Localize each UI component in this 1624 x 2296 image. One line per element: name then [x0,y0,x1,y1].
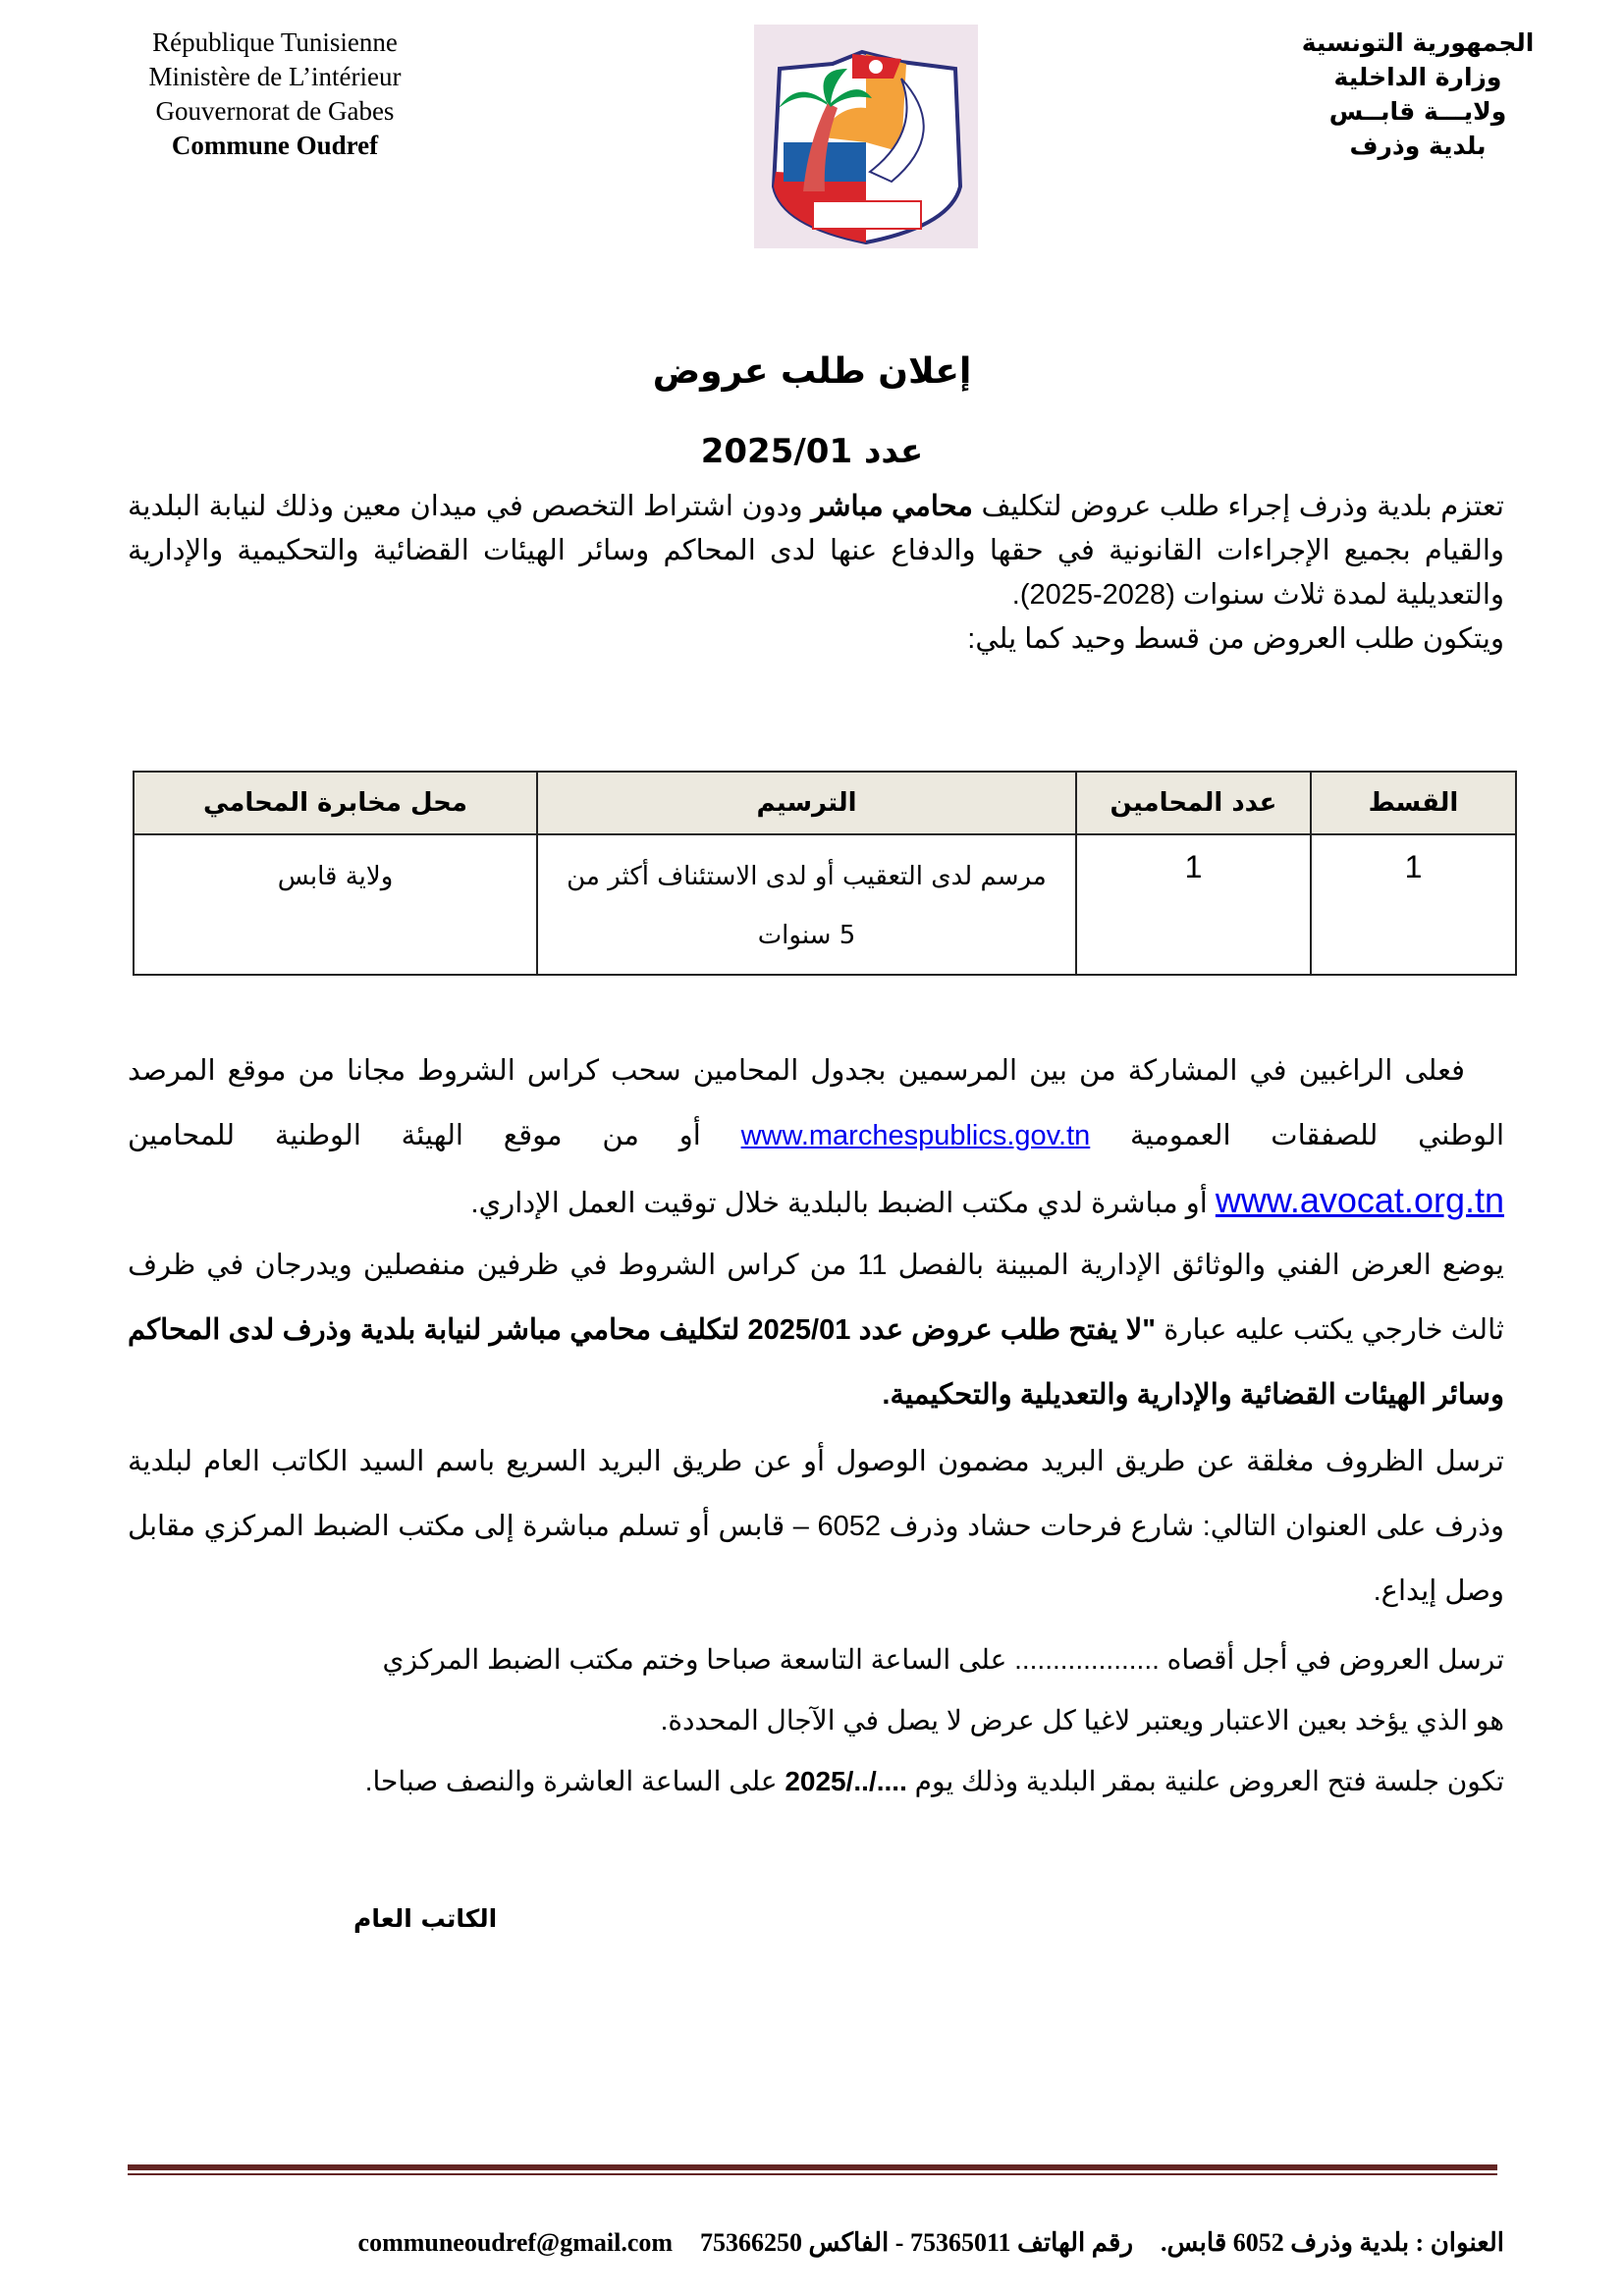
signature-title: الكاتب العام [353,1904,498,1933]
envelopes-text: يوضع العرض الفني والوثائق الإدارية المبينة بالفصل 11 من كراس الشروط في ظرفين منفصلين ويدرجان في ظرف ثالث خارجي يكتب عليه عبارة [128,1250,1504,1346]
deadline-line2: هو الذي يؤخد بعين الاعتبار ويعتبر لاغيا كل عرض لا يصل في الآجال المحددة. [660,1705,1504,1735]
envelopes-bold: "لا يفتح طلب عروض عدد 2025/01 لتكليف محامي مباشر لنيابة بلدية وذرف لدى المحاكم وسائر الهيئات القضائية والإدارية والتعديلية والتحكيمية. [128,1314,1504,1411]
header-arabic [1290,26,1545,163]
col-header-address: محل مخابرة المحامي [134,772,537,834]
document-title: إعلان طلب عروض [652,351,972,392]
intro-bold: محامي مباشر [811,491,973,522]
intro-paragraph [128,485,1504,662]
header-ar-line3: ولايـــة قابــس [1328,97,1507,126]
footer-phone: رقم الهاتف 75365011 - الفاكس 75366250 [700,2228,1134,2257]
deadline-line1: ترسل العروض في أجل أقصاه ................... على الساعة التاسعة صباحا وختم مكتب الضبط المركزي [382,1644,1504,1675]
footer-rule [128,2164,1497,2170]
header-ar-line2: وزارة الداخلية [1333,63,1502,91]
header-french [108,26,442,163]
logo-flag-crescent [869,60,883,74]
header-fr-line3: Gouvernorat de Gabes [155,96,395,126]
deadline-line3-text2: على الساعة العاشرة والنصف صباحا. [364,1766,785,1796]
cell-lot: 1 [1311,834,1516,975]
cell-registration: مرسم لدى التعقيب أو لدى الاستئناف أكثر من 5 سنوات [537,834,1076,975]
download-text-2: أو من موقع الهيئة الوطنية للمحامين [128,1120,741,1151]
deadline-paragraph [128,1629,1504,1812]
cell-address: ولاية قابس [134,834,537,975]
table-header-row [134,772,1516,834]
marchespublics-link[interactable]: www.marchespublics.gov.tn [740,1120,1091,1151]
footer-rule-thin [128,2173,1497,2175]
col-header-lawyers-count: عدد المحامين [1076,772,1311,834]
deadline-line3 [128,1751,1504,1812]
header-ar-line4: بلدية وذرف [1349,132,1487,160]
avocat-link[interactable]: www.avocat.org.tn [1215,1180,1504,1220]
footer-address: العنوان : بلدية وذرف 6052 قابس. [1161,2228,1504,2257]
deadline-line3-text1: تكون جلسة فتح العروض علنية بمقر البلدية وذلك يوم [906,1766,1504,1796]
header-fr-line1: République Tunisienne [152,27,398,57]
sending-paragraph: ترسل الظروف مغلقة عن طريق البريد مضمون الوصول أو عن طريق البريد السريع باسم السيد الكاتب العام لبلدية وذرف على العنوان التالي: شارع فرحات حشاد وذرف 6052 – قابس أو تسلم مباشرة إلى مكتب الضبط المركزي مقابل وصل إيداع. [128,1446,1505,1607]
tender-number: عدد 2025/01 [700,432,924,471]
download-paragraph [128,1039,1504,1236]
logo-banner [813,201,921,229]
download-text-1: فعلى الراغبين في المشاركة من بين المرسمين بجدول المحامين سحب كراس الشروط مجانا من موقع المرصد الوطني للصفقات العمومية [128,1055,1505,1151]
intro-text-2: ودون اشتراط التخصص في ميدان معين وذلك لنيابة البلدية والقيام بجميع الإجراءات القانونية في حقها والدفاع عنها لدى المحاكم وسائر الهيئات القضائية والتحكيمية والإدارية والتعديلية لمدة ثلاث سنوات (2028-2025). [128,491,1504,611]
header-ar-line1: الجمهورية التونسية [1301,28,1535,57]
envelopes-paragraph [128,1233,1504,1427]
table-row [134,834,1516,975]
header-fr-line2: Ministère de L’intérieur [148,62,402,91]
header-fr-line4: Commune Oudref [171,131,379,160]
footer-email[interactable]: communeoudref@gmail.com [357,2228,674,2257]
intro-text-1: تعتزم بلدية وذرف إجراء طلب عروض لتكليف [972,491,1504,522]
col-header-registration: الترسيم [537,772,1076,834]
intro-last-line: ويتكون طلب العروض من قسط وحيد كما يلي: [967,623,1504,655]
lots-table [133,771,1517,976]
footer-contact [167,2228,1504,2258]
opening-date: ..../../2025 [785,1766,907,1796]
municipality-logo [754,25,978,248]
download-text-3: أو مباشرة لدي مكتب الضبط بالبلدية خلال توقيت العمل الإداري. [470,1188,1216,1219]
col-header-lot: القسط [1311,772,1516,834]
cell-lawyers-count: 1 [1076,834,1311,975]
